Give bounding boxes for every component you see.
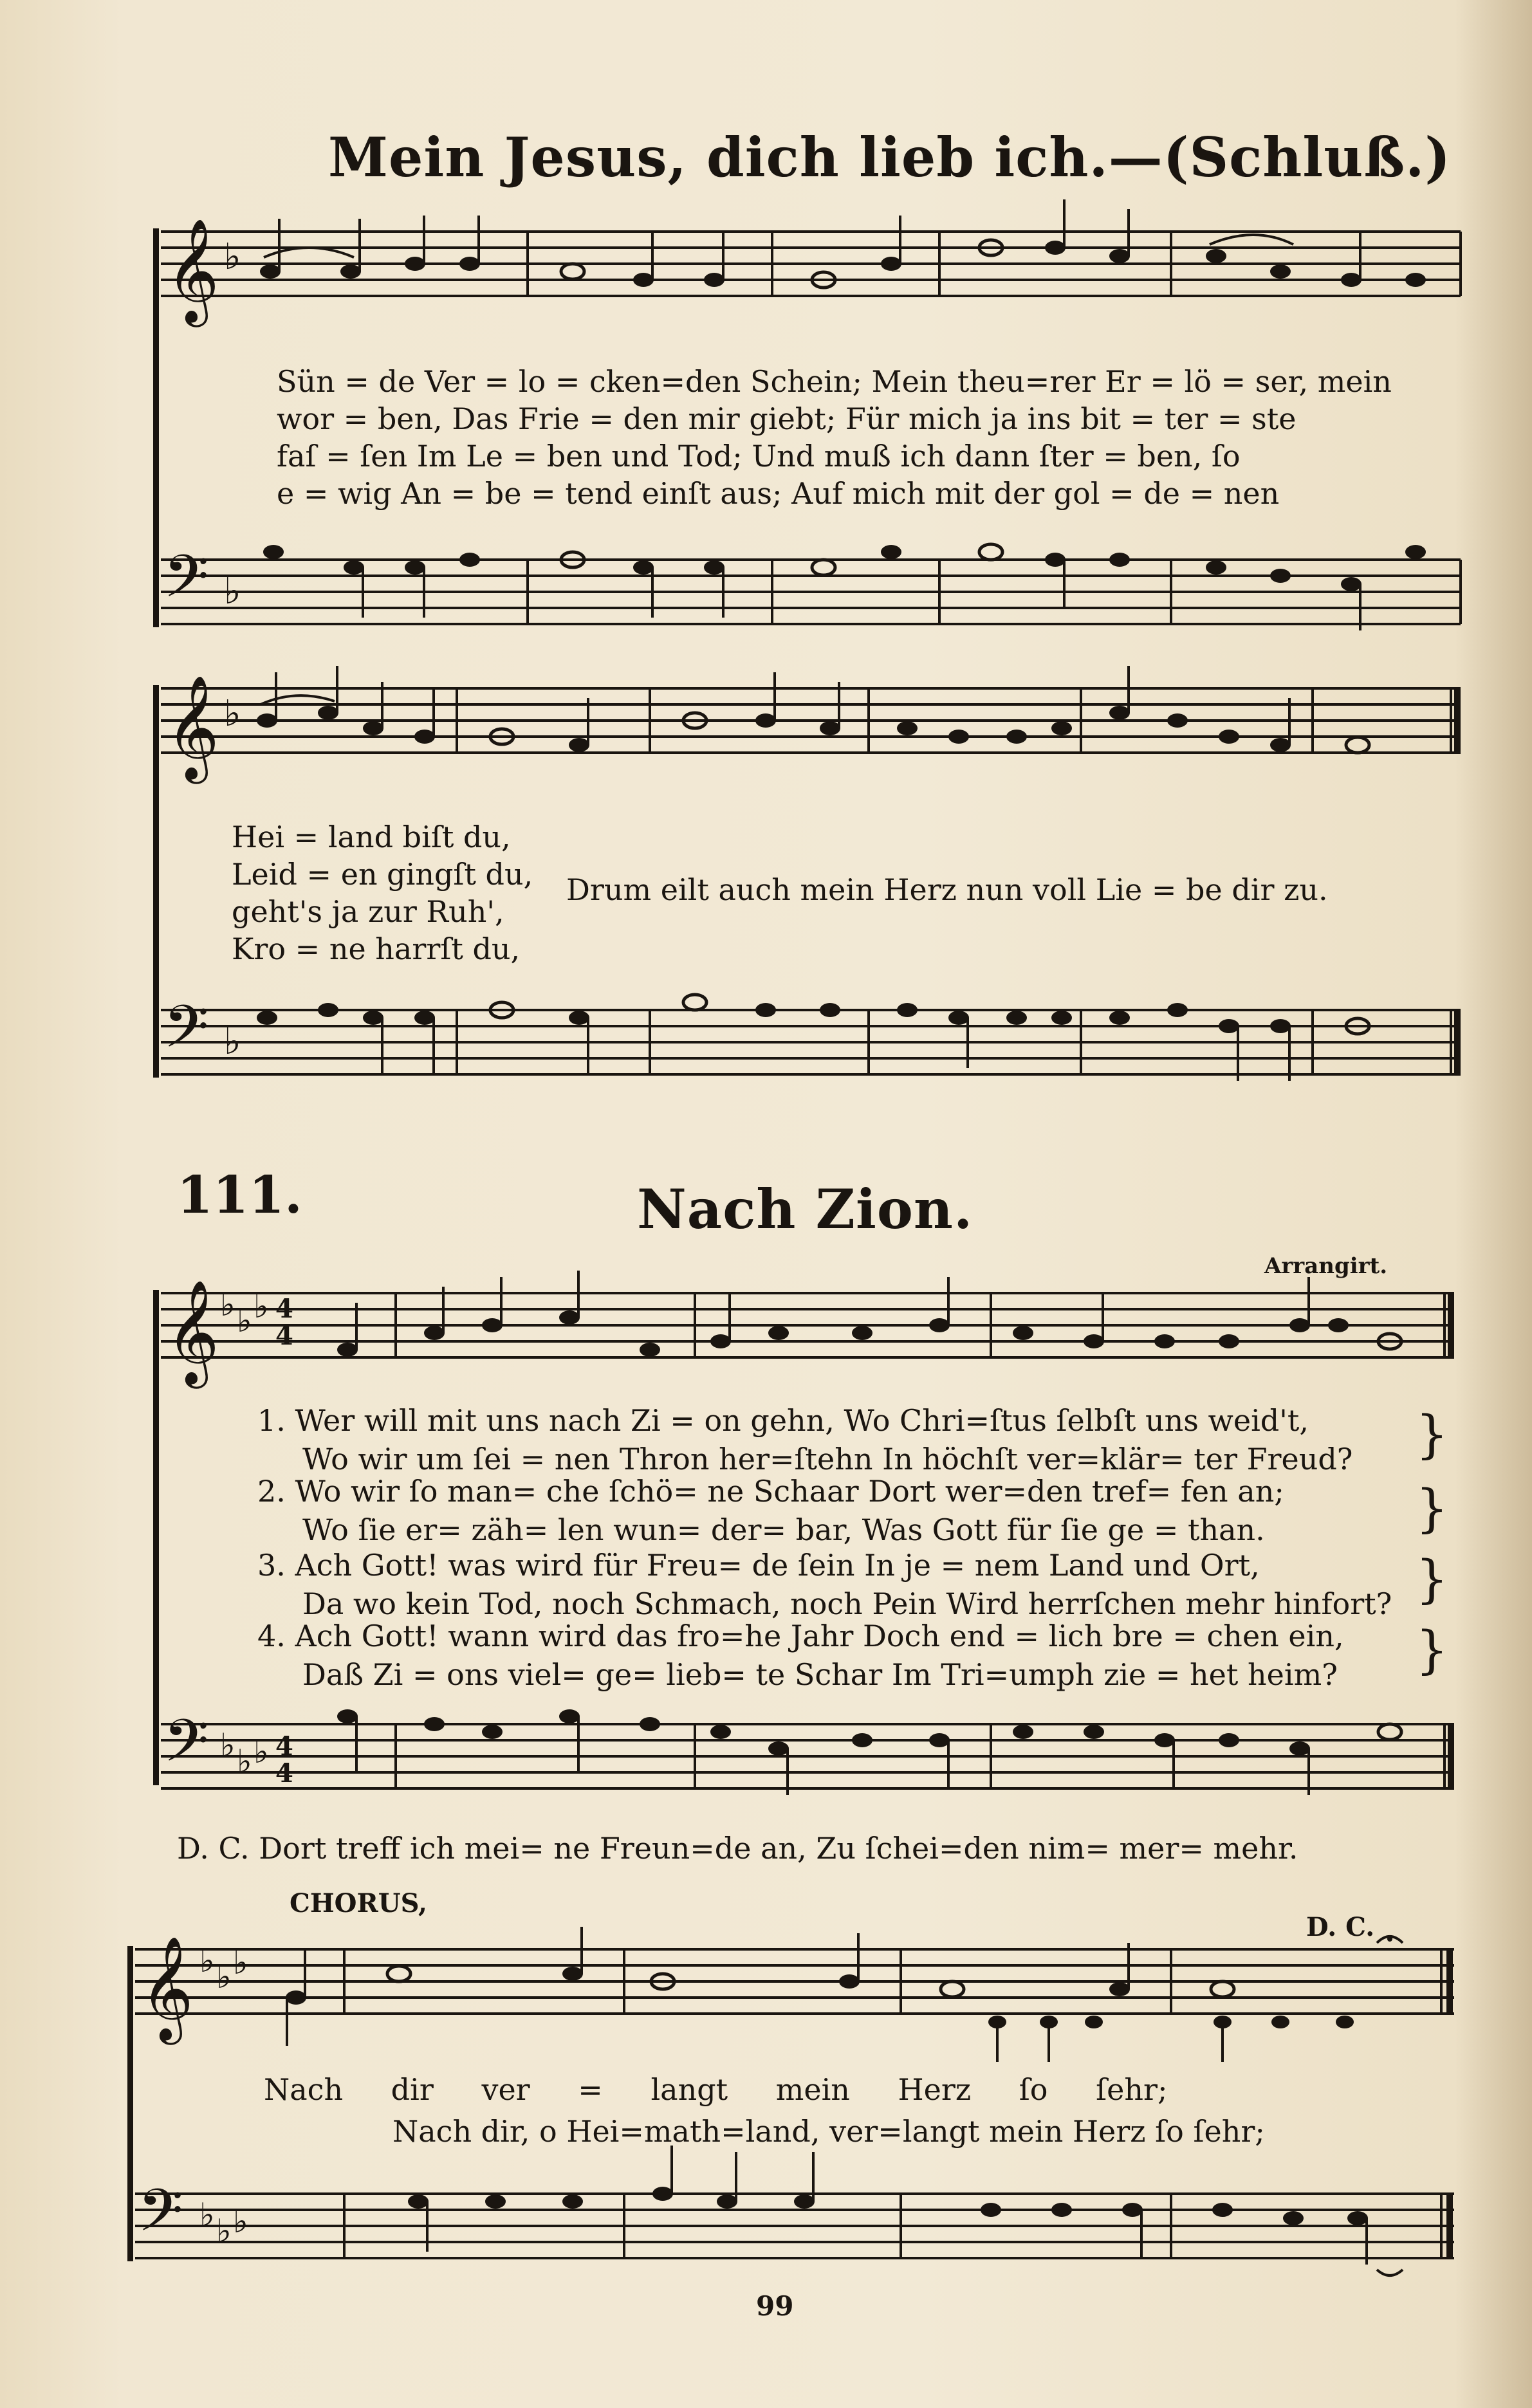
chorus-treble-staff <box>135 1936 1454 2065</box>
verse-3-line-2: Da wo kein Tod, noch Schmach, noch Pein Wird herrſchen mehr hinfort? <box>302 1586 1392 1621</box>
hymn1-s1-lyric-4: e = wig An = be = tend einſt aus; Auf mich mit der gol = de = nen <box>277 476 1280 511</box>
svg-text:𝄢: 𝄢 <box>163 1707 209 1789</box>
hymn1-s2-lyric-3: geht's ja zur Ruh', <box>232 894 504 929</box>
hymn2-title: Nach Zion. <box>637 1177 974 1241</box>
hymn1-s1-lyric-3: faſ = ſen Im Le = ben und Tod; Und muß ich dann ſter = ben, ſo <box>277 439 1241 473</box>
hymn2-system1-bracket <box>153 1290 161 1785</box>
verse-brace-1: } <box>1416 1404 1448 1464</box>
verse-brace-2: } <box>1416 1478 1448 1538</box>
svg-text:♭: ♭ <box>254 1288 269 1325</box>
hymn1-system2-bracket <box>153 685 161 1078</box>
hymn1-s1-lyric-2: wor = ben, Das Frie = den mir giebt; Für mich ja ins bit = ter = ste <box>277 401 1297 436</box>
svg-text:♭: ♭ <box>224 1021 241 1063</box>
svg-text:♭: ♭ <box>220 1286 235 1323</box>
svg-text:♭: ♭ <box>216 2212 232 2250</box>
hymn1-system1-bracket <box>153 228 161 627</box>
hymn-number: 111. <box>177 1164 302 1225</box>
hymn1-system2-treble-staff <box>161 676 1461 778</box>
svg-text:♭: ♭ <box>233 1944 248 1981</box>
svg-text:♭: ♭ <box>233 2203 248 2240</box>
hymn1-s2-lyric-1: Hei = land biſt du, <box>232 820 511 854</box>
svg-text:♭: ♭ <box>237 1743 252 1780</box>
dc-mark: D. C. <box>1306 1912 1375 1942</box>
verse-3-line-1: 3. Ach Gott! was wird für Freu= de ſein In je = nem Land und Ort, <box>257 1548 1260 1583</box>
hymn1-s1-lyric-1: Sün = de Ver = lo = cken=den Schein; Mein theu=rer Er = lö = ser, mein <box>277 364 1392 399</box>
chorus-bracket <box>127 1946 135 2261</box>
hymn1-s2-refrain: Drum eilt auch mein Herz nun voll Lie = be dir zu. <box>566 872 1328 907</box>
hymn1-system2-bass-staff <box>161 978 1461 1094</box>
hymn2-system1-bass-staff <box>161 1692 1454 1814</box>
page-edge-shadow <box>1455 0 1532 2408</box>
svg-text:𝄞: 𝄞 <box>166 1280 219 1384</box>
svg-text:𝄞: 𝄞 <box>166 675 219 780</box>
verse-4-line-2: Daß Zi = ons viel= ge= lieb= te Schar Im Tri=umph zie = het heim? <box>302 1657 1338 1692</box>
dc-line: D. C. Dort treff ich mei= ne Freun=de an, Zu ſchei=den nim= mer= mehr. <box>177 1831 1298 1866</box>
svg-text:4: 4 <box>275 1321 293 1351</box>
svg-text:♭: ♭ <box>199 2196 215 2234</box>
chorus-bass-staff <box>135 2162 1454 2277</box>
verse-2-line-1: 2. Wo wir ſo man= che ſchö= ne Schaar Dort wer=den tref= fen an; <box>257 1474 1284 1509</box>
svg-text:𝄢: 𝄢 <box>163 542 209 625</box>
svg-text:♭: ♭ <box>224 236 241 278</box>
svg-text:♭: ♭ <box>224 571 241 612</box>
arranger-credit: Arrangirt. <box>1264 1253 1388 1279</box>
svg-text:♭: ♭ <box>199 1942 215 1980</box>
svg-text:♭: ♭ <box>216 1958 232 1996</box>
verse-brace-4: } <box>1416 1620 1448 1680</box>
svg-text:𝄢: 𝄢 <box>138 2176 183 2259</box>
chorus-lyric-2: Nach dir, o Hei=math=land, ver=langt mein Herz ſo ſehr; <box>392 2114 1265 2149</box>
hymn1-s2-lyric-2: Leid = en gingſt du, <box>232 857 533 892</box>
svg-text:4: 4 <box>275 1758 293 1788</box>
svg-text:♭: ♭ <box>237 1302 252 1339</box>
verse-1-line-2: Wo wir um ſei = nen Thron her=ſtehn In höchſt ver=klär= ter Freud? <box>302 1442 1353 1476</box>
hymn1-title: Mein Jesus, dich lieb ich.—(Schluß.) <box>328 125 1452 189</box>
svg-text:♭: ♭ <box>224 693 241 735</box>
hymn1-system1-bass-staff <box>161 528 1461 637</box>
verse-2-line-2: Wo ſie er= zäh= len wun= der= bar, Was Gott für ſie ge = than. <box>302 1512 1265 1547</box>
hymn2-system1-treble-staff <box>161 1280 1454 1383</box>
hymn1-s2-lyric-4: Kro = ne harrſt du, <box>232 932 521 966</box>
svg-text:4: 4 <box>275 1294 293 1324</box>
svg-text:4: 4 <box>275 1731 293 1761</box>
page-number: 99 <box>756 2290 794 2322</box>
chorus-lyric-1: Nach dir ver = langt mein Herz ſo ſehr; <box>264 2072 1168 2107</box>
svg-text:𝄞: 𝄞 <box>140 1936 194 2041</box>
verse-1-line-1: 1. Wer will mit uns nach Zi = on gehn, Wo Chri=ſtus ſelbſt uns weid't, <box>257 1403 1309 1438</box>
chorus-label: CHORUS, <box>290 1888 427 1918</box>
verse-brace-3: } <box>1416 1549 1448 1609</box>
verse-4-line-1: 4. Ach Gott! wann wird das fro=he Jahr Doch end = lich bre = chen ein, <box>257 1619 1344 1653</box>
hymn1-system1-treble-staff <box>161 219 1461 322</box>
svg-text:𝄢: 𝄢 <box>163 993 209 1075</box>
svg-text:♭: ♭ <box>254 1733 269 1770</box>
svg-text:𝄞: 𝄞 <box>166 218 219 323</box>
treble-staff-svg <box>161 219 1461 322</box>
svg-text:♭: ♭ <box>220 1727 235 1764</box>
